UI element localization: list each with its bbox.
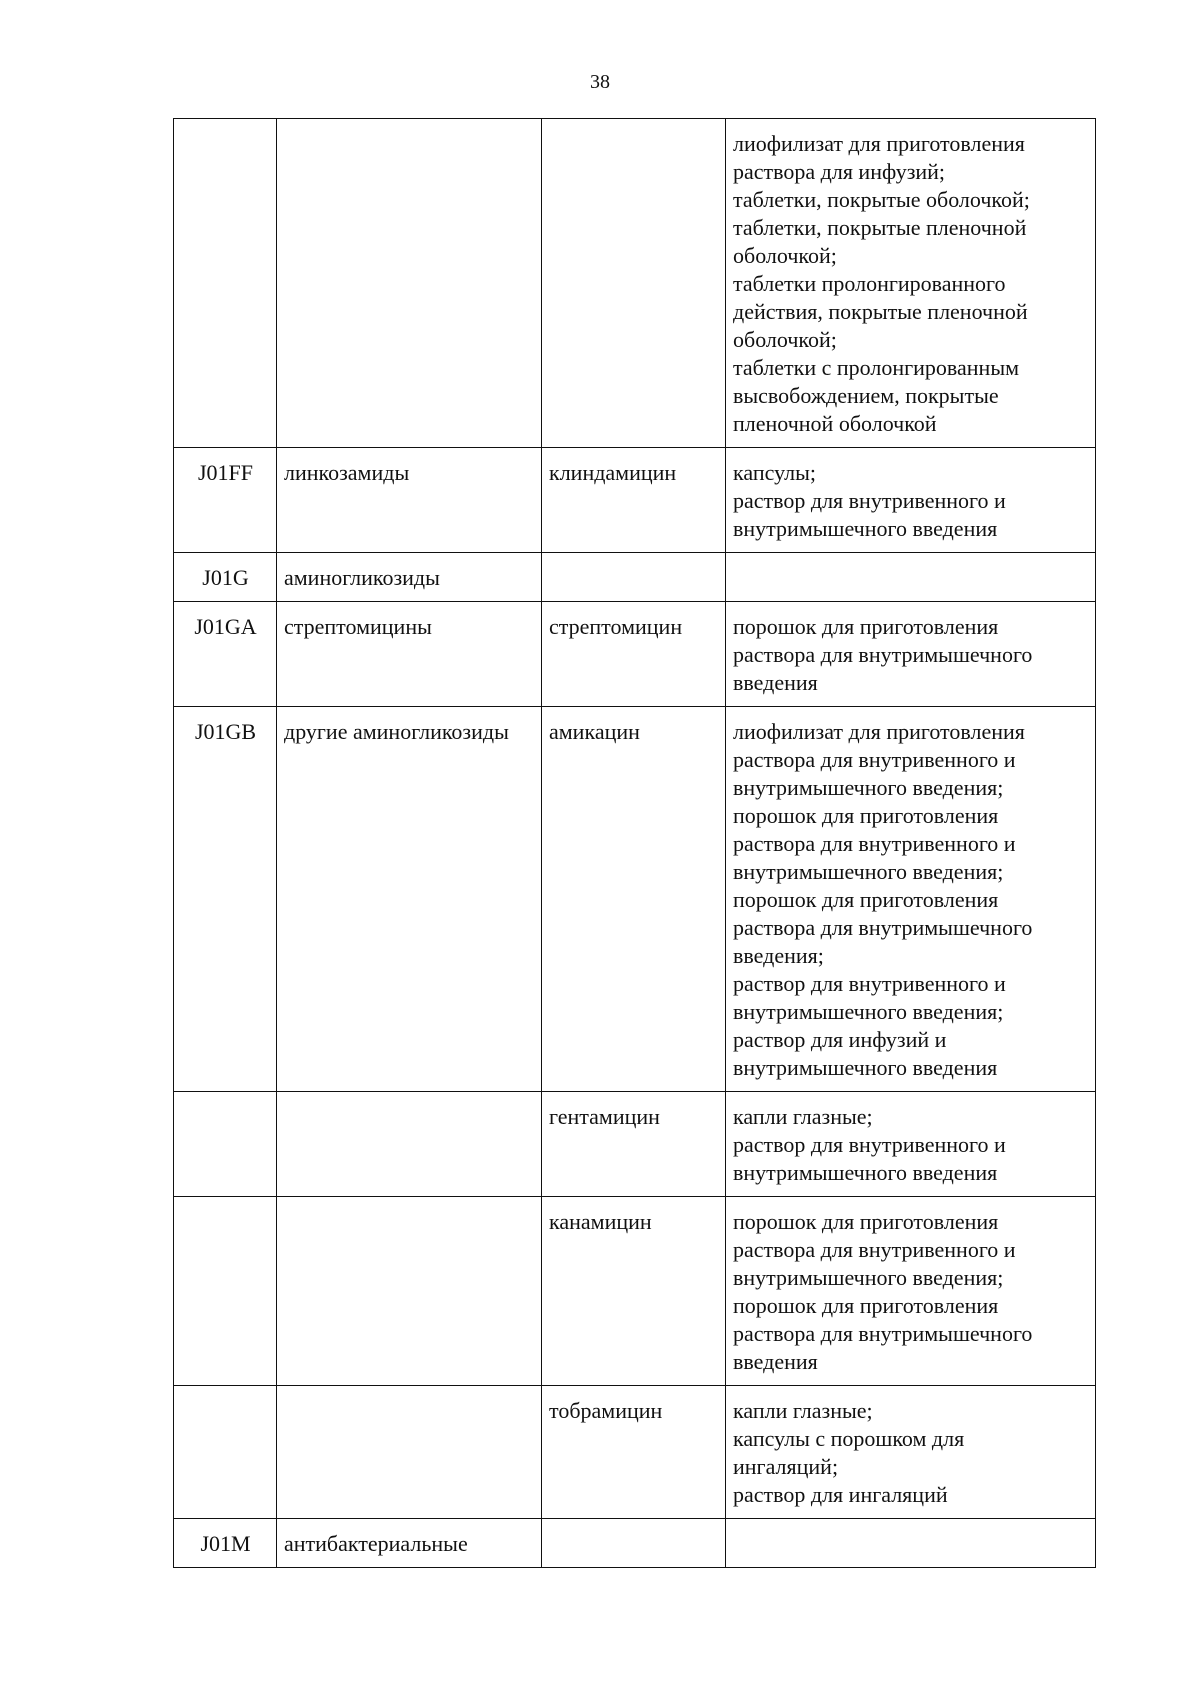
table-row bbox=[174, 1197, 1096, 1386]
drug-name-cell bbox=[542, 1519, 726, 1568]
table-row bbox=[174, 1519, 1096, 1568]
dosage-forms-cell: порошок для приготовления раствора для внутримышечного введения bbox=[726, 602, 1096, 707]
table-row bbox=[174, 1386, 1096, 1519]
dosage-forms-cell: капли глазные; капсулы с порошком для ингаляций; раствор для ингаляций bbox=[726, 1386, 1096, 1519]
drug-name-cell: гентамицин bbox=[542, 1092, 726, 1197]
drug-name-cell: канамицин bbox=[542, 1197, 726, 1386]
dosage-forms-cell: порошок для приготовления раствора для внутривенного и внутримышечного введения; порошок для приготовления раствора для внутримышечного введения bbox=[726, 1197, 1096, 1386]
pharmacological-group-cell: аминогликозиды bbox=[277, 553, 542, 602]
atc-code-cell bbox=[174, 119, 277, 448]
drug-name-cell: тобрамицин bbox=[542, 1386, 726, 1519]
drug-name-cell bbox=[542, 553, 726, 602]
dosage-forms-cell bbox=[726, 1519, 1096, 1568]
table-row bbox=[174, 707, 1096, 1092]
pharmacological-group-cell bbox=[277, 1092, 542, 1197]
dosage-forms-cell: лиофилизат для приготовления раствора для внутривенного и внутримышечного введения; порошок для приготовления раствора для внутривенного и внутримышечного введения; порошок для приготовления раствора для внутримышечного введения; раствор для внутривенного и внутримышечного введения; раствор для инфузий и внутримышечного введения bbox=[726, 707, 1096, 1092]
atc-code-cell bbox=[174, 1197, 277, 1386]
pharmacological-group-cell bbox=[277, 1197, 542, 1386]
table-row bbox=[174, 119, 1096, 448]
atc-code-cell: J01GB bbox=[174, 707, 277, 1092]
atc-code-cell: J01G bbox=[174, 553, 277, 602]
dosage-forms-cell: лиофилизат для приготовления раствора для инфузий; таблетки, покрытые оболочкой; таблетки, покрытые пленочной оболочкой; таблетки пролонгированного действия, покрытые пленочной оболочкой; таблетки с пролонгированным высвобождением, покрытые пленочной оболочкой bbox=[726, 119, 1096, 448]
atc-code-cell bbox=[174, 1092, 277, 1197]
dosage-forms-cell: капсулы; раствор для внутривенного и внутримышечного введения bbox=[726, 448, 1096, 553]
drug-name-cell: стрептомицин bbox=[542, 602, 726, 707]
pharmacological-group-cell: другие аминогликозиды bbox=[277, 707, 542, 1092]
pharmacological-group-cell bbox=[277, 119, 542, 448]
drug-name-cell: амикацин bbox=[542, 707, 726, 1092]
atc-code-cell bbox=[174, 1386, 277, 1519]
pharmacological-group-cell: стрептомицины bbox=[277, 602, 542, 707]
pharmacological-group-cell: антибактериальные bbox=[277, 1519, 542, 1568]
drug-name-cell bbox=[542, 119, 726, 448]
table-row bbox=[174, 448, 1096, 553]
atc-code-cell: J01FF bbox=[174, 448, 277, 553]
page-number: 38 bbox=[590, 71, 610, 93]
pharmacological-group-cell: линкозамиды bbox=[277, 448, 542, 553]
drug-classification-table bbox=[173, 118, 1096, 1568]
dosage-forms-cell: капли глазные; раствор для внутривенного и внутримышечного введения bbox=[726, 1092, 1096, 1197]
table-row bbox=[174, 602, 1096, 707]
drug-name-cell: клиндамицин bbox=[542, 448, 726, 553]
dosage-forms-cell bbox=[726, 553, 1096, 602]
atc-code-cell: J01GA bbox=[174, 602, 277, 707]
atc-code-cell: J01M bbox=[174, 1519, 277, 1568]
pharmacological-group-cell bbox=[277, 1386, 542, 1519]
table-row bbox=[174, 553, 1096, 602]
table-row bbox=[174, 1092, 1096, 1197]
